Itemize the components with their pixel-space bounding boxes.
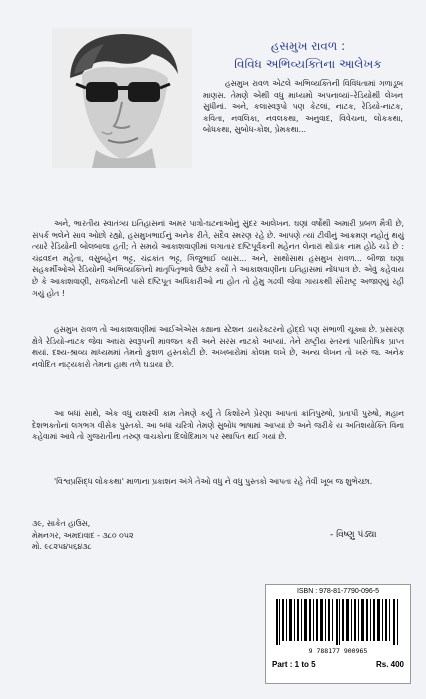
heading-subtitle: વિવિધ અભિવ્યક્તિના આલેખક <box>234 57 382 71</box>
paragraph-4: આ બધાં સાથે, એક વધુ યશસ્વી કામ તેમણે કર્યું તે કિશોરને પ્રેરણા આપતાં ક્રાંતિપુરુષો, પ્રતાપી પુરુષો, મહાન દેશભક્તોનાં લગભગ વીસેક પુસ્તકો. આ બધાં ચરિત્રો તેમણે સુબોધ ભાષામાં આપ્યાં છે અને જરીકે ય અતિશયોક્તિ વિના કહેવામાં આવે તો ગુજરાતીના તરુણ વાચકોના દિલોદિમાગ પર સ્થાપિત થઈ ગયાં છે. <box>32 409 404 442</box>
price-row <box>272 660 404 669</box>
barcode-icon <box>276 599 400 645</box>
paragraph-3: હસમુખ રાવળ તો આકાશવાણીમાં આઈએએસ કક્ષાના સ્ટેશન ડાયરેક્ટરનો હોદ્દો પણ સંભાળી ચૂક્યા છે. પ્રસારણ ક્ષેત્રે રેડિયો-નાટક જેવા અઘરા સ્વરૂપની માવજત કરી અને સરસ નાટકો આપ્યાં. તેને રાષ્ટ્રીય સ્તરનાં પારિતોષિક પ્રાપ્ત થયાં. દશ્ય-શ્રાવ્ય માધ્યમમાં તેમનો કુશળ હસ્તકોટી છે. અખબારોમાં કોલમ લખે છે, અન્ય લેખન તો ખરું જ. અનેક નવોદિત નાટ્યકારો તેમના હાથ તળે ઘડાયા છે. <box>32 325 404 369</box>
paragraph-1: હસમુખ રાવળ એટલે અભિવ્યક્તિની વિવિધતામાં ગળાડૂબ માણસ. તેમણે એથી વધુ માધ્યમો અપનાવ્યાં–રેડિયોથી લેખન સુધીનાં. અને, કલાસ્વરૂપો પણ કેટલાં, નાટક, રેડિયો-નાટક, કવિતા, નવલિકા, નવલકથા, અનુવાદ, વિવેચના, લોકકથા, બોધકથા, સુબોધ-કોશ, પ્રેમકથા... <box>203 79 403 135</box>
isbn-text: ISBN : 978-81-7790-096-5 <box>296 588 380 595</box>
address-line: મો. ૯૮૨૫૪૫૬૪૩૮ <box>32 542 92 551</box>
address-block <box>32 518 133 553</box>
part-label: Part : 1 to 5 <box>272 660 316 669</box>
author-portrait-icon <box>52 28 192 168</box>
address-line: મેમનગર, અમદાવાદ - ૩૮૦ ૦૫૨ <box>32 530 134 540</box>
paragraph-5: 'વિશ્વપ્રસિદ્ધ લોકકથા' માળાના પ્રકાશન અંગે તેઓ વધુ ને વધુ પુસ્તકો આપતા રહે તેવી ખૂબ જ શુભેચ્છા. <box>54 477 373 486</box>
barcode-label <box>265 584 411 684</box>
barcode-digits: 9 788177 900965 <box>308 647 368 655</box>
address-line: ૩૯, સાકેત હાઉસ, <box>32 519 91 528</box>
paragraph-2: અને, ભારતીય સ્વાતંત્ર્ય ઇતિહાસનાં અમર પાત્રો-ઘટનાઓનું સુંદર આલેખન. ઘણાં વર્ષોથી અમારી પ્રબળ મૈત્રી છે, સંપર્ક ભલેને સાવ ઓછો રહ્યો, હસમુખભાઈનું અનેક રીતે, સદૈવ સ્મરણ રહે છે. આપણે ત્યાં ટીવીનું આક્રમણ નહોતું થયું ત્યારે રેડિયોની બોલબાલા હતી; તે સમયે આકાશવાણીમાં લગાતાર દષ્ટિપૂર્વકની મહેનત લેનારાં થોડાંક નામ હોઠે ચડે છે : ચંદ્રવદન મહેતા, વસુબહેન ભટ્ટ, ચંદ્રકાંત ભટ્ટ, ગિજુભાઈ વ્યાસ... અને, સાથોસાથ હસમુખ રાવળ... બીજા ઘણા સહકર્મીઓએ રેડિયોની અભિવ્યક્તિનો માતૃપિતૃભાવે ઉછેર કર્યો તે આકાશવાણીના ઇતિહાસમાં નોંધપાત્ર છે. એવું કહેવાય છે કે આકાશવાણી, રાજકોટની પાસે દષ્ટિપૂત અધિકારીઓ ના હોત તો હેમુ ગઢવી જેવા ગાયકથી સૌરાષ્ટ્ર અજાણ્યું રહી ગયું હોત ! <box>32 219 404 298</box>
cover-heading <box>203 38 413 73</box>
price-label: Rs. 400 <box>375 660 404 669</box>
signature: - વિષ્ણુ પંડ્યા <box>330 530 377 540</box>
heading-title: હસમુખ રાવળ : <box>270 39 346 53</box>
